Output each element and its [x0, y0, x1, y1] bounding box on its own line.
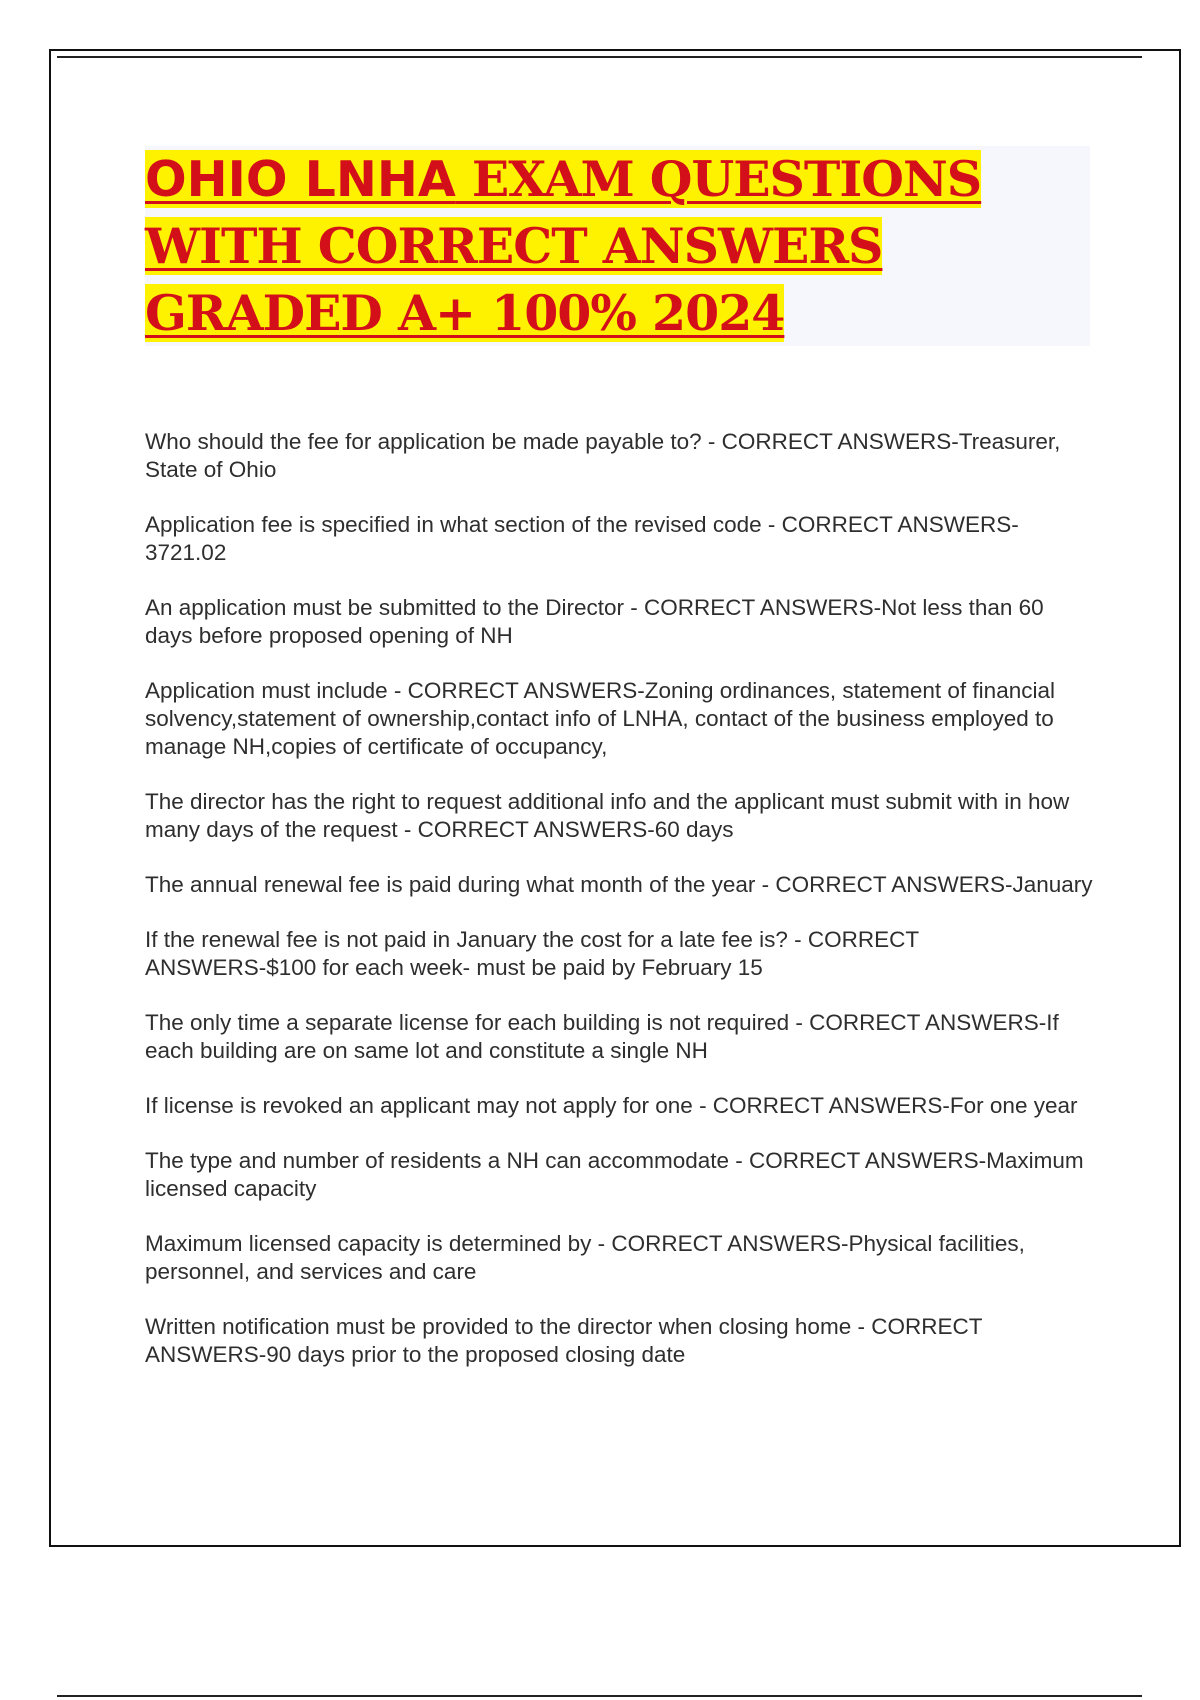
- qa-item: Application fee is specified in what section of the revised code - CORRECT ANSWERS-3721.02: [145, 512, 1019, 565]
- qa-item: Application must include - CORRECT ANSWERS-Zoning ordinances, statement of financial solvency,statement of ownership,contact info of LNHA, contact of the business employed to manage NH,copies of certificate of occupancy,: [145, 678, 1055, 759]
- title-rest: EXAM QUESTIONS WITH CORRECT ANSWERS GRADED A+ 100% 2024: [145, 150, 982, 342]
- qa-item: Written notification must be provided to the director when closing home - CORRECT ANSWERS-90 days prior to the proposed closing date: [145, 1314, 983, 1367]
- qa-item: An application must be submitted to the Director - CORRECT ANSWERS-Not less than 60 days before proposed opening of NH: [145, 595, 1044, 648]
- top-divider: [57, 56, 1142, 58]
- qa-item: The type and number of residents a NH can accommodate - CORRECT ANSWERS-Maximum licensed capacity: [145, 1148, 1084, 1201]
- question-answer-list: [145, 428, 1095, 1396]
- qa-item: Who should the fee for application be made payable to? - CORRECT ANSWERS-Treasurer, State of Ohio: [145, 429, 1061, 482]
- qa-item: The director has the right to request additional info and the applicant must submit with in how many days of the request - CORRECT ANSWERS-60 days: [145, 789, 1070, 842]
- qa-item: If license is revoked an applicant may not apply for one - CORRECT ANSWERS-For one year: [145, 1093, 1078, 1118]
- qa-item: Maximum licensed capacity is determined by - CORRECT ANSWERS-Physical facilities, personnel, and services and care: [145, 1231, 1025, 1284]
- title-block: [145, 146, 1090, 346]
- document-title: [145, 146, 1090, 347]
- bottom-divider: [57, 1695, 1142, 1697]
- qa-item: If the renewal fee is not paid in January the cost for a late fee is? - CORRECT ANSWERS-$100 for each week- must be paid by February 15: [145, 927, 919, 980]
- title-lead: OHIO LNHA: [145, 151, 456, 208]
- qa-item: The only time a separate license for each building is not required - CORRECT ANSWERS-If each building are on same lot and constitute a single NH: [145, 1010, 1059, 1063]
- qa-item: The annual renewal fee is paid during what month of the year - CORRECT ANSWERS-January: [145, 872, 1093, 897]
